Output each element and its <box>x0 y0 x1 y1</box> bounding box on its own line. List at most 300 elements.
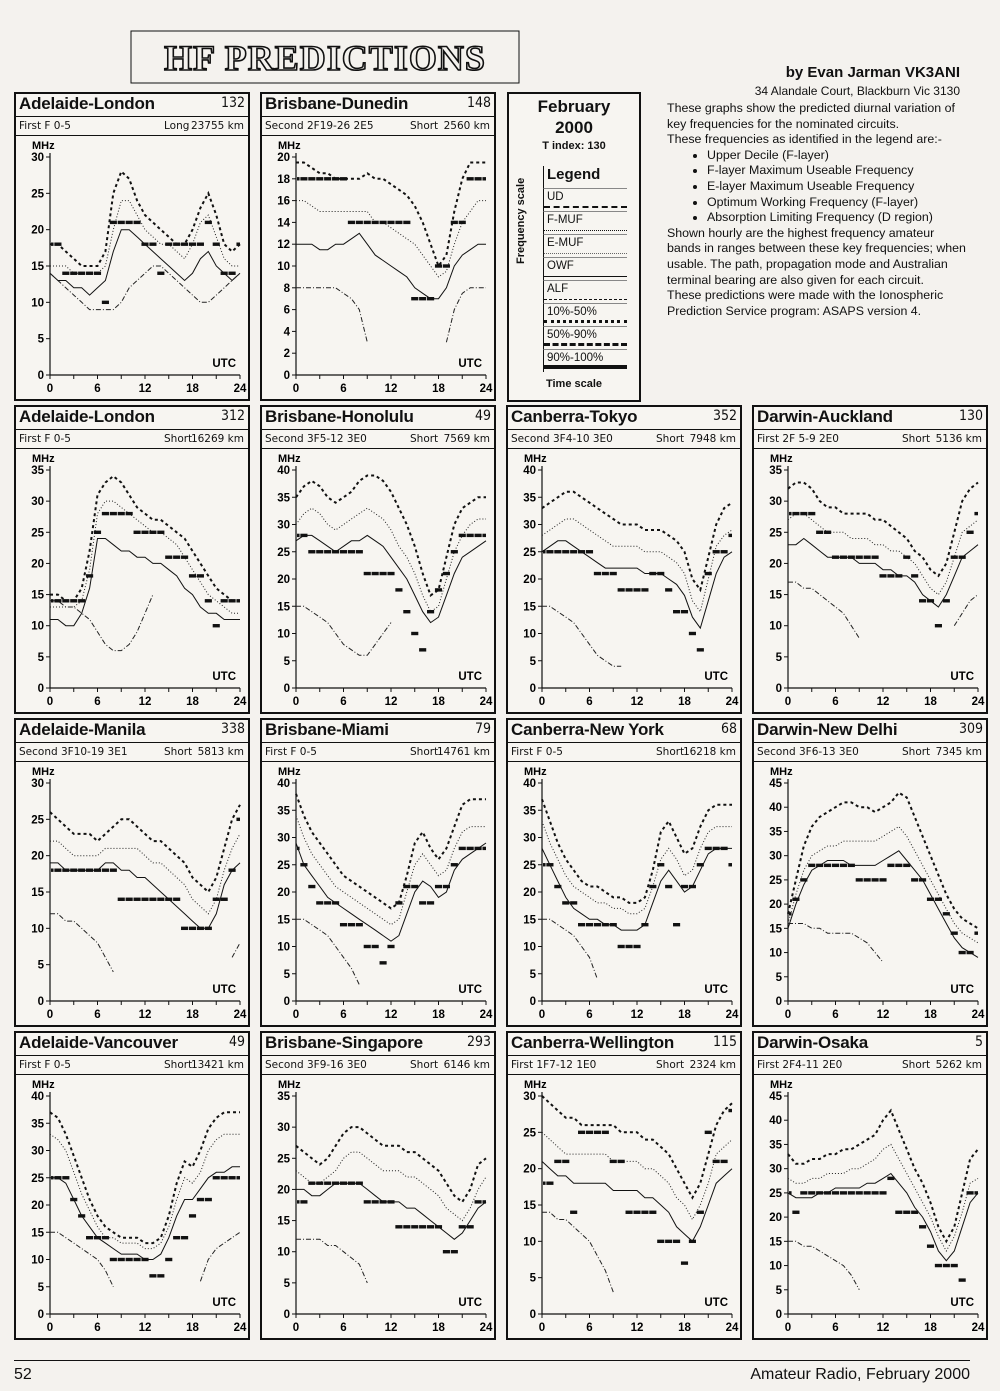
y-tick-label: 15 <box>523 601 536 614</box>
y-tick-label: 0 <box>775 1309 782 1321</box>
y-tick-label: 10 <box>277 261 290 273</box>
frequency-chart <box>262 1076 494 1338</box>
path-type: Short <box>656 433 685 445</box>
y-tick-label: 30 <box>31 778 44 790</box>
x-tick-label: 0 <box>538 1322 546 1334</box>
y-tick-label: 16 <box>277 195 290 208</box>
y-tick-label: 35 <box>277 805 290 818</box>
utc-label: UTC <box>212 984 236 996</box>
path-distance: 13421 km <box>190 1059 244 1071</box>
terminal-bearing: 49 <box>228 1034 245 1050</box>
path-distance: 2324 km <box>689 1059 736 1071</box>
fmuf-line <box>296 508 486 612</box>
x-tick-label: 12 <box>138 696 152 708</box>
owf-line <box>50 1167 240 1260</box>
fmuf-line <box>50 834 240 914</box>
x-tick-label: 12 <box>384 383 398 395</box>
frequency-chart <box>262 450 494 712</box>
x-tick-label: 24 <box>233 1322 247 1334</box>
path-distance: 23755 km <box>190 120 244 132</box>
y-tick-label: 10 <box>769 620 782 633</box>
propagation-mode: Second 3F5-12 3E0 <box>265 433 367 445</box>
y-tick-label: 0 <box>283 1309 290 1321</box>
y-tick-label: 0 <box>37 996 44 1008</box>
panel-subheader <box>508 430 740 449</box>
y-tick-label: 15 <box>31 261 44 273</box>
utc-label: UTC <box>212 358 236 370</box>
frequency-chart <box>754 763 986 1025</box>
panel-header <box>508 407 740 430</box>
y-tick-label: 15 <box>277 601 290 614</box>
y-tick-label: 30 <box>277 832 290 845</box>
y-tick-label: 20 <box>31 1200 44 1212</box>
x-tick-label: 18 <box>678 696 691 708</box>
x-tick-label: 12 <box>384 1009 398 1021</box>
y-tick-label: 30 <box>523 519 536 532</box>
x-tick-label: 0 <box>784 1009 792 1021</box>
y-tick-label: 15 <box>769 589 782 602</box>
y-tick-label: 30 <box>523 832 536 845</box>
description <box>667 101 967 319</box>
alf-line <box>296 919 359 984</box>
x-tick-label: 12 <box>138 383 152 395</box>
y-tick-label: 0 <box>775 683 782 695</box>
legend-label: ALF <box>547 283 569 295</box>
y-tick-label: 40 <box>523 465 536 477</box>
y-tick-label: 15 <box>523 1200 536 1212</box>
y-tick-label: 5 <box>283 968 290 981</box>
panel-header <box>16 720 248 743</box>
y-tick-label: 5 <box>529 1272 536 1285</box>
y-tick-label: 0 <box>529 1309 536 1321</box>
fmuf-line <box>542 519 732 612</box>
x-tick-label: 18 <box>186 1009 199 1021</box>
y-axis-label: MHz <box>278 140 301 152</box>
x-tick-label: 6 <box>340 1009 347 1021</box>
x-tick-label: 0 <box>46 1322 54 1334</box>
y-tick-label: 20 <box>31 558 44 571</box>
propagation-mode: First F 0-5 <box>265 746 317 758</box>
y-tick-label: 10 <box>277 941 290 954</box>
x-tick-label: 24 <box>725 696 739 708</box>
info-box <box>507 92 641 402</box>
terminal-bearing: 309 <box>958 721 983 737</box>
x-tick-label: 6 <box>340 1322 347 1334</box>
x-tick-label: 24 <box>971 1322 985 1334</box>
x-tick-label: 24 <box>233 383 247 395</box>
y-tick-label: 10 <box>769 1260 782 1273</box>
y-tick-label: 20 <box>769 899 782 912</box>
y-tick-label: 20 <box>769 558 782 571</box>
owf-line <box>50 230 240 295</box>
legend-90-100 <box>543 349 627 372</box>
x-tick-label: 0 <box>292 1322 300 1334</box>
desc-outro: These predictions were made with the Ionospheric Prediction Service program: ASAPS version 4. <box>667 288 944 318</box>
desc-body: Shown hourly are the highest frequency amateur bands in ranges between these key frequencies; when usable. The path, propagation mode and Australian terminal bearing are also given for each circuit. <box>667 225 966 287</box>
legend-label: E-MUF <box>547 237 584 249</box>
panel-subheader <box>262 430 494 449</box>
y-tick-label: 20 <box>31 850 44 863</box>
panel-subheader <box>262 743 494 762</box>
path-distance: 7569 km <box>443 433 490 445</box>
y-tick-label: 35 <box>769 1139 782 1152</box>
y-axis-label: MHz <box>524 1079 547 1091</box>
y-tick-label: 5 <box>775 1284 782 1297</box>
t-index: T index: 130 <box>542 140 606 152</box>
y-tick-label: 35 <box>277 1091 290 1103</box>
y-tick-label: 30 <box>523 1091 536 1103</box>
prediction-panel <box>752 1031 988 1340</box>
frequency-item: • Optimum Working Frequency (F-layer) <box>707 195 967 211</box>
frequency-chart <box>16 450 248 712</box>
x-tick-label: 0 <box>784 1322 792 1334</box>
panel-header <box>16 1033 248 1056</box>
x-tick-label: 6 <box>340 383 347 395</box>
y-tick-label: 30 <box>277 519 290 532</box>
circuit-name: Adelaide-London <box>19 407 155 426</box>
y-tick-label: 25 <box>277 859 290 872</box>
x-tick-label: 6 <box>586 696 593 708</box>
y-tick-label: 30 <box>31 152 44 164</box>
x-tick-label: 24 <box>479 383 493 395</box>
y-tick-label: 15 <box>31 1227 44 1240</box>
footer-rule <box>14 1360 970 1361</box>
panel-subheader <box>16 743 248 762</box>
ud-line <box>788 1111 978 1242</box>
y-tick-label: 5 <box>529 655 536 668</box>
frequency-chart <box>262 137 494 399</box>
page-number: 52 <box>14 1366 32 1383</box>
month-year <box>509 96 639 138</box>
path-distance: 16269 km <box>190 433 244 445</box>
y-tick-label: 15 <box>31 589 44 602</box>
propagation-mode: First F 0-5 <box>19 1059 71 1071</box>
x-tick-label: 18 <box>432 383 445 395</box>
path-type: Short <box>164 1059 193 1071</box>
owf-line <box>296 535 486 622</box>
y-tick-label: 25 <box>769 527 782 540</box>
y-tick-label: 30 <box>769 850 782 863</box>
panel-subheader <box>754 1056 986 1075</box>
y-tick-label: 45 <box>769 778 782 790</box>
alf-line <box>788 582 978 638</box>
legend-owf <box>543 257 627 280</box>
path-type: Short <box>656 746 685 758</box>
y-axis-label: MHz <box>770 766 793 778</box>
utc-label: UTC <box>458 984 482 996</box>
fmuf-line <box>296 1152 486 1221</box>
x-tick-label: 0 <box>784 696 792 708</box>
y-tick-label: 5 <box>37 651 44 664</box>
legend <box>543 166 627 372</box>
ud-line <box>542 799 732 903</box>
circuit-name: Canberra-New York <box>511 720 664 739</box>
x-tick-label: 24 <box>725 1009 739 1021</box>
y-tick-label: 14 <box>277 217 290 230</box>
alf-line <box>788 1241 859 1290</box>
alf-line <box>296 288 486 343</box>
path-distance: 5262 km <box>935 1059 982 1071</box>
owf-line <box>788 1174 978 1261</box>
panel-subheader <box>16 1056 248 1075</box>
y-tick-label: 25 <box>277 546 290 559</box>
path-distance: 7948 km <box>689 433 736 445</box>
x-tick-label: 18 <box>432 696 445 708</box>
y-tick-label: 18 <box>277 173 290 186</box>
path-type: Short <box>902 433 931 445</box>
y-tick-label: 10 <box>523 941 536 954</box>
y-tick-label: 5 <box>37 1281 44 1294</box>
y-tick-label: 20 <box>523 887 536 899</box>
frequency-list <box>667 148 967 226</box>
propagation-mode: First 1F7-12 1E0 <box>511 1059 597 1071</box>
title-text: HF PREDICTIONS <box>164 38 486 78</box>
x-tick-label: 12 <box>630 1009 644 1021</box>
x-tick-label: 12 <box>630 1322 644 1334</box>
x-tick-label: 18 <box>678 1322 691 1334</box>
prediction-panel <box>506 1031 742 1340</box>
y-tick-label: 25 <box>31 527 44 540</box>
frequency-chart <box>16 763 248 1025</box>
legend-emuf <box>543 234 627 257</box>
panel-header <box>508 1033 740 1056</box>
x-tick-label: 12 <box>876 1009 890 1021</box>
x-tick-label: 12 <box>138 1322 152 1334</box>
y-tick-label: 40 <box>31 1091 44 1103</box>
x-tick-label: 0 <box>292 1009 300 1021</box>
legend-label: OWF <box>547 260 574 272</box>
desc-list-intro: These frequencies as identified in the legend are:- <box>667 132 942 147</box>
x-tick-label: 24 <box>479 696 493 708</box>
circuit-name: Adelaide-Manila <box>19 720 146 739</box>
x-tick-label: 0 <box>538 696 546 708</box>
y-tick-label: 10 <box>31 1254 44 1267</box>
propagation-mode: First 2F4-11 2E0 <box>757 1059 843 1071</box>
y-tick-label: 10 <box>523 1236 536 1249</box>
panel-subheader <box>754 743 986 762</box>
path-distance: 5136 km <box>935 433 982 445</box>
owf-line <box>296 843 486 941</box>
y-axis-label: MHz <box>524 453 547 465</box>
y-axis-label: MHz <box>524 766 547 778</box>
y-tick-label: 20 <box>277 152 290 164</box>
legend-label: 10%-50% <box>547 306 597 318</box>
y-tick-label: 30 <box>277 1122 290 1135</box>
y-tick-label: 25 <box>277 1153 290 1166</box>
frequency-chart <box>16 1076 248 1338</box>
x-tick-label: 0 <box>292 383 300 395</box>
prediction-panel <box>14 405 250 714</box>
fmuf-line <box>50 201 240 274</box>
fmuf-line <box>542 821 732 914</box>
circuit-name: Canberra-Tokyo <box>511 407 638 426</box>
terminal-bearing: 293 <box>466 1034 491 1050</box>
legend-label: UD <box>547 191 564 203</box>
circuit-name: Darwin-Auckland <box>757 407 893 426</box>
panel-subheader <box>16 430 248 449</box>
panel-subheader <box>262 117 494 136</box>
path-distance: 6146 km <box>443 1059 490 1071</box>
y-tick-label: 10 <box>31 297 44 310</box>
y-axis-label: MHz <box>32 453 55 465</box>
propagation-mode: First F 0-5 <box>19 433 71 445</box>
legend-label: 90%-100% <box>547 352 604 364</box>
x-tick-label: 18 <box>678 1009 691 1021</box>
panel-subheader <box>508 1056 740 1075</box>
frequency-chart <box>16 137 248 399</box>
panel-header <box>16 407 248 430</box>
y-axis-label: MHz <box>278 766 301 778</box>
frequency-chart <box>508 1076 740 1338</box>
y-axis-label: MHz <box>32 1079 55 1091</box>
path-type: Short <box>164 433 193 445</box>
panel-header <box>262 94 494 117</box>
x-tick-label: 24 <box>479 1322 493 1334</box>
y-axis-label: MHz <box>770 453 793 465</box>
ud-line <box>542 1096 732 1198</box>
y-tick-label: 5 <box>529 968 536 981</box>
y-tick-label: 0 <box>529 996 536 1008</box>
y-tick-label: 0 <box>529 683 536 695</box>
frequency-chart <box>754 450 986 712</box>
y-tick-label: 25 <box>31 1172 44 1185</box>
frequency-chart <box>754 1076 986 1338</box>
circuit-name: Brisbane-Dunedin <box>265 94 409 113</box>
path-distance: 5813 km <box>197 746 244 758</box>
x-tick-label: 18 <box>924 1322 937 1334</box>
circuit-name: Brisbane-Miami <box>265 720 389 739</box>
x-tick-label: 12 <box>138 1009 152 1021</box>
path-distance: 14761 km <box>436 746 490 758</box>
owf-line <box>50 539 240 626</box>
y-tick-label: 25 <box>769 874 782 887</box>
y-tick-label: 15 <box>769 1236 782 1249</box>
circuit-name: Brisbane-Honolulu <box>265 407 414 426</box>
y-tick-label: 15 <box>277 1215 290 1228</box>
x-tick-label: 6 <box>340 696 347 708</box>
legend-label: F-MUF <box>547 214 583 226</box>
utc-label: UTC <box>458 358 482 370</box>
frequency-chart <box>508 763 740 1025</box>
ud-line <box>296 1127 486 1202</box>
x-tick-label: 18 <box>432 1009 445 1021</box>
y-tick-label: 5 <box>283 655 290 668</box>
alf-line <box>50 595 153 651</box>
x-tick-label: 0 <box>46 696 54 708</box>
prediction-panel <box>260 92 496 401</box>
x-tick-label: 6 <box>94 1322 101 1334</box>
legend-title: Legend <box>543 166 627 188</box>
path-type: Short <box>410 746 439 758</box>
utc-label: UTC <box>458 1297 482 1309</box>
y-tick-label: 30 <box>31 1145 44 1158</box>
path-type: Short <box>410 433 439 445</box>
y-tick-label: 5 <box>775 971 782 984</box>
utc-label: UTC <box>212 1297 236 1309</box>
y-tick-label: 35 <box>523 492 536 505</box>
year: 2000 <box>555 118 593 137</box>
y-tick-label: 10 <box>277 1246 290 1259</box>
y-tick-label: 20 <box>769 1212 782 1225</box>
prediction-panel <box>260 718 496 1027</box>
x-tick-label: 12 <box>876 696 890 708</box>
y-tick-label: 5 <box>775 651 782 664</box>
circuit-name: Adelaide-London <box>19 94 155 113</box>
frequency-scale-label: Frequency scale <box>515 177 527 264</box>
ud-line <box>50 1112 240 1243</box>
panel-header <box>262 1033 494 1056</box>
panel-subheader <box>16 117 248 136</box>
x-tick-label: 6 <box>832 696 839 708</box>
path-type: Short <box>902 1059 931 1071</box>
x-tick-label: 0 <box>46 1009 54 1021</box>
x-tick-label: 24 <box>479 1009 493 1021</box>
x-tick-label: 12 <box>630 696 644 708</box>
y-tick-label: 10 <box>31 620 44 633</box>
legend-50-90 <box>543 326 627 349</box>
panel-header <box>754 407 986 430</box>
utc-label: UTC <box>950 671 974 683</box>
y-tick-label: 35 <box>523 805 536 818</box>
magazine-credit: Amateur Radio, February 2000 <box>750 1366 970 1383</box>
y-tick-label: 30 <box>31 496 44 509</box>
x-tick-label: 6 <box>832 1322 839 1334</box>
terminal-bearing: 312 <box>220 408 245 424</box>
x-tick-label: 18 <box>924 696 937 708</box>
frequency-item: • E-layer Maximum Useable Frequency <box>707 179 967 195</box>
utc-label: UTC <box>458 671 482 683</box>
x-tick-label: 18 <box>924 1009 937 1021</box>
y-tick-label: 35 <box>769 465 782 477</box>
alf-line <box>542 1212 613 1292</box>
circuit-name: Adelaide-Vancouver <box>19 1033 178 1052</box>
fmuf-line <box>542 1132 732 1219</box>
y-tick-label: 15 <box>769 923 782 936</box>
frequency-chart <box>262 763 494 1025</box>
y-tick-label: 35 <box>277 492 290 505</box>
x-tick-label: 0 <box>292 696 300 708</box>
propagation-mode: Second 3F4-10 3E0 <box>511 433 613 445</box>
y-tick-label: 20 <box>523 1163 536 1176</box>
owf-line <box>50 863 240 928</box>
y-tick-label: 20 <box>277 887 290 899</box>
x-tick-label: 6 <box>94 696 101 708</box>
x-tick-label: 0 <box>46 383 54 395</box>
ud-line <box>50 172 240 267</box>
y-axis-label: MHz <box>32 766 55 778</box>
x-tick-label: 6 <box>94 1009 101 1021</box>
y-tick-label: 15 <box>277 914 290 927</box>
path-type: Short <box>410 1059 439 1071</box>
y-tick-label: 12 <box>277 239 290 252</box>
circuit-name: Darwin-New Delhi <box>757 720 898 739</box>
x-tick-label: 18 <box>186 1322 199 1334</box>
y-tick-label: 40 <box>277 778 290 790</box>
terminal-bearing: 130 <box>958 408 983 424</box>
owf-line <box>542 541 732 628</box>
fmuf-line <box>788 827 978 943</box>
prediction-panel <box>14 718 250 1027</box>
path-distance: 2560 km <box>443 120 490 132</box>
y-tick-label: 35 <box>31 465 44 477</box>
utc-label: UTC <box>704 671 728 683</box>
y-tick-label: 4 <box>283 326 290 339</box>
propagation-mode: Second 2F19-26 2E5 <box>265 120 374 132</box>
y-tick-label: 5 <box>37 333 44 346</box>
y-tick-label: 8 <box>283 282 290 295</box>
frequency-item: • Absorption Limiting Frequency (D region) <box>707 210 967 226</box>
panel-header <box>754 720 986 743</box>
